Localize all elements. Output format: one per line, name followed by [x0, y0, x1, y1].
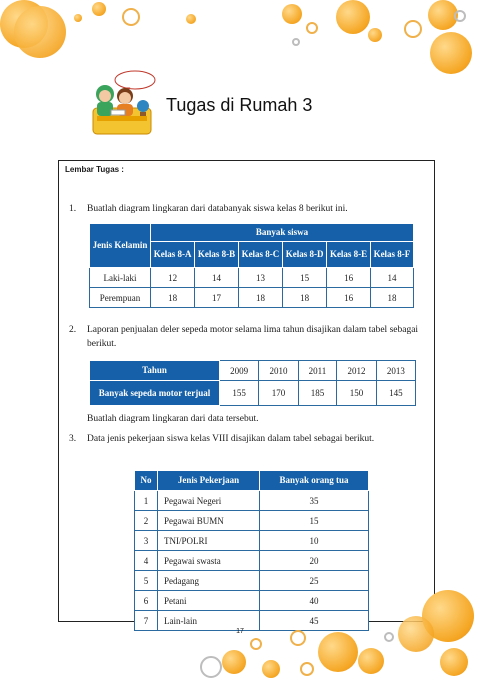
- table-cell: 170: [259, 381, 298, 406]
- decor-circle: [92, 2, 106, 16]
- page-number: 17: [236, 628, 244, 635]
- table-cell: 18: [151, 288, 195, 308]
- year-cell: 2012: [337, 361, 376, 381]
- task-sheet: [58, 160, 435, 626]
- row-header: Banyak sepeda motor terjual: [90, 381, 220, 406]
- row-label: Laki-laki: [90, 268, 151, 288]
- question-2: [69, 323, 429, 351]
- table-cell: 20: [260, 551, 369, 571]
- question-text: Buatlah diagram lingkaran dari databanyak siswa kelas 8 berikut ini.: [87, 204, 348, 214]
- table-cell: Petani: [158, 591, 260, 611]
- table-cell: 14: [195, 268, 239, 288]
- decor-circle: [358, 648, 384, 674]
- decor-ring: [200, 656, 222, 678]
- table-cell: 18: [283, 288, 327, 308]
- decor-ring: [122, 8, 140, 26]
- decor-circle: [282, 4, 302, 24]
- table-corner-header: Jenis Kelamin: [90, 224, 151, 268]
- table-cell: 155: [220, 381, 259, 406]
- table-cell: 15: [283, 268, 327, 288]
- question-2-instruction: [87, 412, 427, 426]
- table-cell: 14: [370, 268, 413, 288]
- table-cell: 13: [238, 268, 282, 288]
- column-header: Kelas 8-B: [195, 242, 239, 268]
- table-cell: Lain-lain: [158, 611, 260, 631]
- table-cell: Pegawai swasta: [158, 551, 260, 571]
- question-text: Laporan penjualan deler sepeda motor selama lima tahun disajikan dalam tabel sebagai berikut.: [87, 325, 419, 349]
- table-cell: 3: [135, 531, 158, 551]
- table-row: [90, 268, 414, 288]
- decor-ring: [404, 20, 422, 38]
- decor-ring: [292, 38, 300, 46]
- table-cell: 12: [151, 268, 195, 288]
- decor-circle: [186, 14, 196, 24]
- column-header: No: [135, 471, 158, 491]
- table-cell: 4: [135, 551, 158, 571]
- decor-circle: [222, 650, 246, 674]
- table-row: [135, 591, 369, 611]
- table-cell: 145: [376, 381, 415, 406]
- table-row: [135, 571, 369, 591]
- decor-circle: [74, 14, 82, 22]
- motorcycle-sales-table: [89, 360, 416, 406]
- table-row: [135, 531, 369, 551]
- table-cell: 17: [195, 288, 239, 308]
- question-text: Data jenis pekerjaan siswa kelas VIII disajikan dalam tabel sebagai berikut.: [87, 434, 375, 444]
- table-cell: 185: [298, 381, 337, 406]
- decor-circle: [440, 648, 468, 676]
- parent-jobs-table: [134, 470, 369, 631]
- decor-circle: [318, 632, 358, 672]
- table-cell: 25: [260, 571, 369, 591]
- gender-table: [89, 223, 414, 308]
- decor-ring: [454, 10, 466, 22]
- table-cell: Pegawai Negeri: [158, 491, 260, 511]
- table-cell: Pegawai BUMN: [158, 511, 260, 531]
- table-cell: 10: [260, 531, 369, 551]
- year-cell: 2013: [376, 361, 415, 381]
- table-cell: 1: [135, 491, 158, 511]
- decor-circle: [430, 32, 472, 74]
- decor-ring: [306, 22, 318, 34]
- sheet-label: Lembar Tugas :: [65, 165, 124, 174]
- question-3: [69, 432, 429, 446]
- table-group-header: Banyak siswa: [151, 224, 414, 242]
- decor-ring: [290, 630, 306, 646]
- question-number: 1.: [69, 204, 77, 214]
- table-cell: 2: [135, 511, 158, 531]
- table-row: [135, 511, 369, 531]
- table-row: [90, 288, 414, 308]
- table-cell: Pedagang: [158, 571, 260, 591]
- table-cell: 6: [135, 591, 158, 611]
- column-header: Kelas 8-E: [327, 242, 371, 268]
- decor-ring: [300, 662, 314, 676]
- decor-circle: [14, 6, 66, 58]
- table-cell: 18: [370, 288, 413, 308]
- column-header: Kelas 8-F: [370, 242, 413, 268]
- row-header: Tahun: [90, 361, 220, 381]
- table-cell: 7: [135, 611, 158, 631]
- decor-ring: [250, 638, 262, 650]
- year-cell: 2009: [220, 361, 259, 381]
- table-cell: 18: [238, 288, 282, 308]
- row-label: Perempuan: [90, 288, 151, 308]
- children-studying-illustration: [85, 70, 157, 140]
- table-cell: 45: [260, 611, 369, 631]
- question-1: [69, 202, 429, 216]
- table-cell: 15: [260, 511, 369, 531]
- table-cell: 35: [260, 491, 369, 511]
- column-header: Kelas 8-A: [151, 242, 195, 268]
- decor-circle: [398, 616, 434, 652]
- decor-circle: [336, 0, 370, 34]
- year-cell: 2011: [298, 361, 337, 381]
- table-cell: 16: [327, 288, 371, 308]
- table-cell: 16: [327, 268, 371, 288]
- column-header: Jenis Pekerjaan: [158, 471, 260, 491]
- column-header: Kelas 8-D: [283, 242, 327, 268]
- table-cell: 150: [337, 381, 376, 406]
- instruction-text: Buatlah diagram lingkaran dari data tersebut.: [87, 414, 259, 424]
- question-number: 3.: [69, 434, 77, 444]
- column-header: Kelas 8-C: [238, 242, 282, 268]
- question-number: 2.: [69, 325, 77, 335]
- table-row: [135, 491, 369, 511]
- column-header: Banyak orang tua: [260, 471, 369, 491]
- decor-ring: [384, 632, 394, 642]
- table-cell: TNI/POLRI: [158, 531, 260, 551]
- year-cell: 2010: [259, 361, 298, 381]
- table-cell: 5: [135, 571, 158, 591]
- table-row: [135, 551, 369, 571]
- table-cell: 40: [260, 591, 369, 611]
- decor-circle: [262, 660, 280, 678]
- page-title: Tugas di Rumah 3: [166, 95, 313, 115]
- decor-circle: [368, 28, 382, 42]
